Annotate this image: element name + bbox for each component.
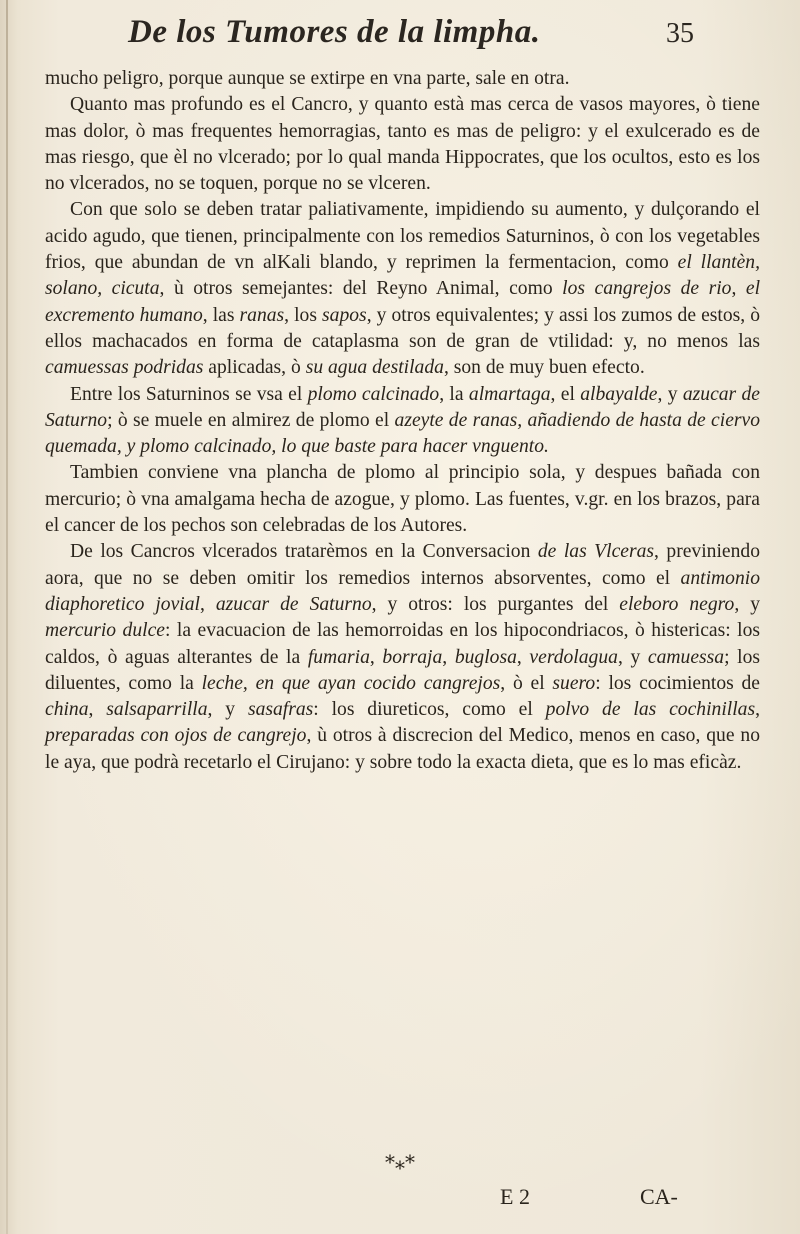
italic-run: albayalde <box>580 383 658 405</box>
ornament: *⁎* <box>385 1150 415 1174</box>
italic-run: azucar de Saturno <box>215 593 372 615</box>
italic-run: el excremento humano <box>45 278 761 326</box>
paragraph <box>45 460 760 539</box>
italic-run: sasafras <box>247 699 314 721</box>
text-run: De los Cancros vlcerados tratarèmos en la Conversacion <box>70 541 538 563</box>
italic-run: su agua destilada <box>305 357 444 379</box>
text-run: , son de muy buen efecto. <box>443 357 645 379</box>
paragraph <box>45 382 760 461</box>
italic-run: azeyte de ranas, añadiendo de hasta de ciervo quemada, y plomo calcinado, lo que baste para hacer vnguento. <box>45 409 761 458</box>
text-run: : la evacuacion de las hemorroidas en los hipocondriacos, ò histericas: los caldos, ò aguas alterantes de la <box>45 620 761 668</box>
text-run: , y <box>657 383 683 405</box>
italic-run: ranas <box>239 304 285 326</box>
binding-edge <box>6 0 8 1234</box>
italic-run: fumaria <box>307 646 370 668</box>
italic-run: china <box>45 699 89 721</box>
italic-run: camuessas podridas <box>45 357 204 379</box>
italic-run: antimonio diaphoretico jovial <box>45 567 760 615</box>
italic-run: el llantèn, solano, cicuta <box>45 252 760 300</box>
italic-run: los cangrejos de rio <box>562 278 732 300</box>
text-run: , las <box>202 304 240 326</box>
text-run: , <box>442 646 455 668</box>
text-run: , <box>88 699 107 721</box>
text-run: , ù otros semejantes: del Reyno Animal, como <box>159 278 563 300</box>
page-number: 35 <box>666 18 694 49</box>
italic-run: de las Vlceras <box>537 541 655 563</box>
text-run: , previniendo aora, que no se deben omitir los remedios internos absorventes, como el <box>45 541 760 589</box>
italic-run: preparadas con ojos de cangrejo <box>45 725 307 747</box>
text-run: Con que solo se deben tratar paliativamente, impidiendo su aumento, y dulçorando el acido agudo, que tienen, principalmente con los remedios Saturninos, ò con los vegetables frios, que abundan de vn alKali blando, y reprimen la fermentacion, como <box>45 199 760 274</box>
italic-run: almartaga <box>468 383 551 405</box>
catchword: CA- <box>640 1184 678 1209</box>
text-run: , el <box>550 383 581 405</box>
paragraph <box>45 66 760 92</box>
italic-run: borraja <box>382 646 443 668</box>
italic-run: buglosa <box>454 646 517 668</box>
text-run: Entre los Saturninos se vsa el <box>70 383 308 405</box>
italic-run: eleboro negro <box>619 593 735 615</box>
text-run: , y <box>617 646 648 668</box>
text-run: , la <box>439 383 469 405</box>
paragraph <box>45 539 760 776</box>
text-run: , ò el <box>500 672 553 694</box>
italic-run: mercurio dulce <box>45 620 165 642</box>
page-header <box>100 14 700 66</box>
text-run: , <box>516 646 530 668</box>
italic-run: suero <box>552 672 596 694</box>
italic-run: sapos <box>322 304 367 326</box>
text-run: ; los diluentes, como la <box>45 646 761 694</box>
text-run: , ù otros à discrecion del Medico, menos en caso, que no le aya, que podrà recetarlo el Cirujano: y sobre todo la exacta dieta, que es lo mas eficàz. <box>45 725 760 773</box>
text-run: , <box>199 593 216 615</box>
paragraph <box>45 92 760 197</box>
text-run: , <box>731 278 746 300</box>
text-run: , y <box>207 699 248 721</box>
text-run: : los diureticos, como el <box>313 699 546 721</box>
italic-run: leche, en que ayan cocido cangrejos <box>201 672 501 694</box>
text-run: , <box>369 646 383 668</box>
text-run: Quanto mas profundo es el Cancro, y quanto està mas cerca de vasos mayores, ò tiene mas dolor, ò mas frequentes hemorragias, tanto es mas de peligro: y el exulcerado es de mas riesgo, que èl no vlcerado; por lo qual manda Hippocrates, que los ocultos, esto es los no vlcerados, no se toquen, porque no se vlceren. <box>45 94 760 195</box>
text-run: , <box>755 699 760 721</box>
text-run: , y <box>734 593 761 615</box>
text-run: : los cocimientos de <box>595 672 760 694</box>
text-run: , y otros: los purgantes del <box>371 593 620 615</box>
italic-run: plomo calcinado <box>307 383 440 405</box>
text-run: , los <box>284 304 323 326</box>
text-run: aplicadas, ò <box>203 357 306 379</box>
signature-mark: E 2 <box>500 1184 530 1209</box>
text-run: , y otros equivalentes; y assi los zumos de estos, ò ellos machacados en forma de cataplasma son de gran de vtilidad: y, no menos las <box>45 304 760 352</box>
italic-run: polvo de las cochinillas <box>545 699 756 721</box>
italic-run: azucar de Saturno <box>45 383 760 431</box>
text-run: mucho peligro, porque aunque se extirpe en vna parte, sale en otra. <box>45 68 570 89</box>
text-run: Tambien conviene vna plancha de plomo al principio sola, y despues bañada con mercurio; ò vna amalgama hecha de azogue, y plomo. Las fuentes, v.gr. en los brazos, para el cancer de los pechos son celebradas de los Autores. <box>45 462 760 537</box>
paragraph <box>45 197 760 381</box>
running-head: De los Tumores de la limpha. <box>128 14 541 50</box>
body-text <box>45 66 760 776</box>
italic-run: salsaparrilla <box>106 699 208 721</box>
italic-run: camuessa <box>647 646 725 668</box>
italic-run: verdolagua <box>529 646 618 668</box>
text-run: ; ò se muele en almirez de plomo el <box>107 409 395 431</box>
